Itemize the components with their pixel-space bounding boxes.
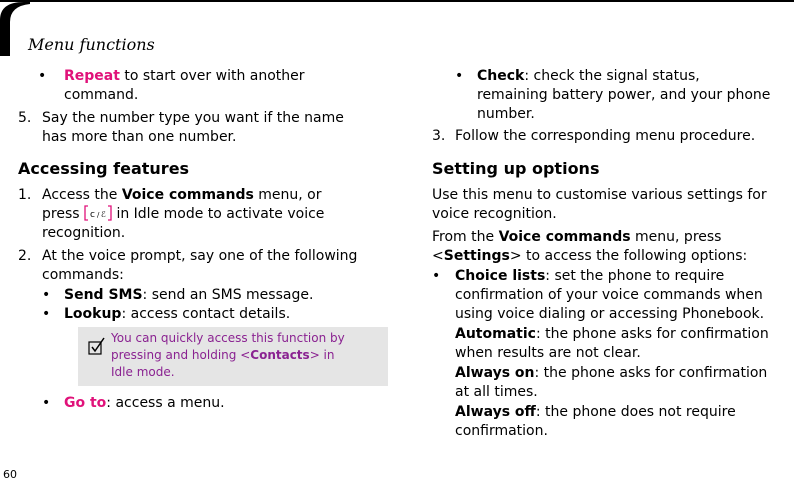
bullet: • (42, 395, 51, 411)
step2-text: At the voice prompt, say one of the following (42, 248, 358, 264)
svg-text:c: c (90, 210, 95, 220)
always-on-option-cont: at all times. (455, 384, 538, 400)
page-header-title: Menu functions (28, 35, 155, 54)
step-number: 2. (18, 248, 32, 264)
voice-key-icon (84, 205, 112, 221)
bullet: • (432, 268, 441, 284)
choice-lists-cont: using voice dialing or accessing Phonebook. (455, 306, 765, 322)
choice-lists-cont: confirmation of your voice commands when (455, 287, 763, 303)
checkbox-note-icon (88, 337, 106, 355)
step5-text-cont: has more than one number. (42, 129, 237, 145)
check-item: Check: check the signal status, (477, 68, 700, 84)
bullet: • (42, 306, 51, 322)
step1-text: Access the Voice commands menu, or (42, 187, 322, 203)
header-tab-decoration (0, 0, 30, 56)
step-number: 1. (18, 187, 32, 203)
svg-text:ℰ: ℰ (101, 210, 106, 219)
step2-text-cont: commands: (42, 267, 124, 283)
bullet: • (42, 287, 51, 303)
section-heading: Accessing features (18, 159, 190, 178)
automatic-option: Automatic: the phone asks for confirmation (455, 326, 769, 342)
step3-text: Follow the corresponding menu procedure. (455, 128, 756, 144)
lookup-item: Lookup: access contact details. (64, 306, 291, 322)
choice-lists-item: Choice lists: set the phone to require (455, 268, 725, 284)
check-item-cont: remaining battery power, and your phone (477, 87, 771, 103)
header-rule (0, 0, 794, 2)
svg-text:/: / (97, 211, 100, 219)
always-off-option: Always off: the phone does not require (455, 404, 736, 420)
bullet: • (455, 68, 464, 84)
bullet: • (38, 68, 47, 84)
section-heading: Setting up options (432, 159, 600, 178)
from-text: From the Voice commands menu, press (432, 229, 722, 245)
always-on-option: Always on: the phone asks for confirmation (455, 365, 768, 381)
step1-text-cont: press c / ℰ in Idle mode to activate voice (42, 206, 325, 222)
check-item-cont: number. (477, 106, 535, 122)
tip-note-text: You can quickly access this function by pressing and holding <Contacts> in Idle mode. (111, 331, 345, 379)
always-off-option-cont: confirmation. (455, 423, 548, 439)
repeat-item-cont: command. (64, 87, 139, 103)
step5-text: Say the number type you want if the name (42, 110, 344, 126)
page-number: 60 (3, 468, 17, 481)
step-number: 3. (432, 128, 446, 144)
from-text-cont: <Settings> to access the following options: (432, 248, 748, 264)
tip-note-box (78, 327, 388, 386)
send-sms-item: Send SMS: send an SMS message. (64, 287, 314, 303)
step1-text-cont: recognition. (42, 225, 126, 241)
automatic-option-cont: when results are not clear. (455, 345, 641, 361)
intro-text: Use this menu to customise various settings for (432, 187, 767, 203)
goto-item: Go to: access a menu. (64, 395, 225, 411)
repeat-item: Repeat to start over with another (64, 68, 305, 84)
intro-text-cont: voice recognition. (432, 206, 557, 222)
step-number: 5. (18, 110, 32, 126)
